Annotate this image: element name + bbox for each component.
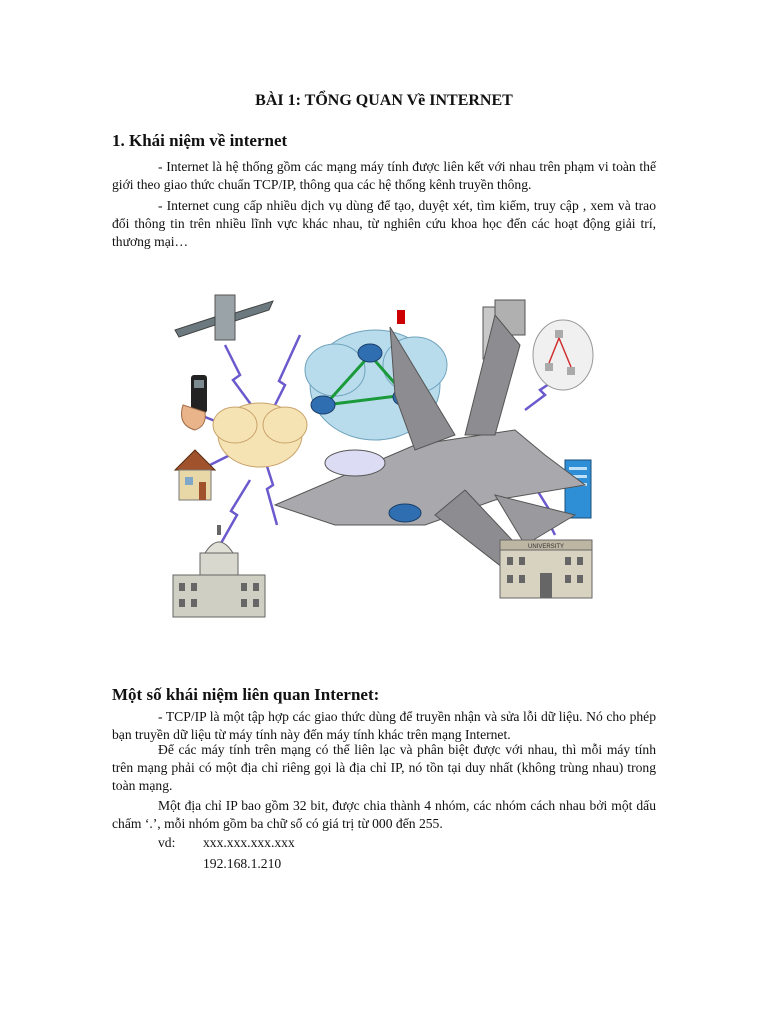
- cell-phone-icon: [182, 375, 208, 430]
- university-sign: UNIVERSITY: [527, 544, 565, 550]
- section2-paragraph-3: Một địa chỉ IP bao gồm 32 bit, được chia thành 4 nhóm, các nhóm cách nhau bởi một dấu chấm ‘.’, mỗi nhóm gồm ba chữ số có giá trị từ 000 đến 255.: [112, 798, 656, 831]
- page-title: BÀI 1: TỔNG QUAN Về INTERNET: [255, 92, 513, 109]
- lightning-link: [265, 460, 277, 525]
- section2-paragraph-1: - TCP/IP là một tập hợp các giao thức dùng để truyền nhận và sửa lỗi dữ liệu. Nó cho phép bạn truyền dữ liệu từ máy tính này đến máy tính khác trên mạng Internet.: [112, 709, 656, 742]
- university-building-icon: [500, 540, 592, 598]
- network-cloud-icon: [533, 320, 593, 390]
- section1-paragraph-2: - Internet cung cấp nhiều dịch vụ dùng để tạo, duyệt xét, tìm kiếm, truy cập , xem và trao đổi thông tin trên nhiều lĩnh vực khác nhau, từ nghiên cứu khoa học đến các hoạt động giải trí, thương mại…: [112, 198, 656, 249]
- section1-heading: 1. Khái niệm về internet: [112, 131, 288, 150]
- satellite-icon: [175, 295, 273, 340]
- government-building-icon: [173, 525, 265, 617]
- example-format: xxx.xxx.xxx.xxx: [203, 835, 295, 850]
- internet-network-diagram: [165, 285, 605, 630]
- section2-heading: Một số khái niệm liên quan Internet:: [112, 685, 380, 704]
- section2-paragraph-2: Để các máy tính trên mạng có thể liên lạc và phân biệt được với nhau, thì mỗi máy tính trên mạng phải có một địa chỉ riêng gọi là địa chỉ IP, nó tồn tại duy nhất (không trùng nhau) trong toàn mạng.: [112, 742, 656, 793]
- lightning-link: [270, 335, 300, 415]
- section1-paragraph-1: - Internet là hệ thống gồm các mạng máy tính được liên kết với nhau trên phạm vi toàn thế giới theo giao thức chuẩn TCP/IP, thông qua các hệ thống kênh truyền thông.: [112, 159, 656, 192]
- server-icon: [565, 460, 591, 518]
- example-value: 192.168.1.210: [203, 856, 282, 871]
- example-label: vd:: [158, 835, 176, 850]
- lightning-link: [220, 480, 250, 545]
- lightning-link: [225, 345, 255, 410]
- house-icon: [175, 450, 215, 500]
